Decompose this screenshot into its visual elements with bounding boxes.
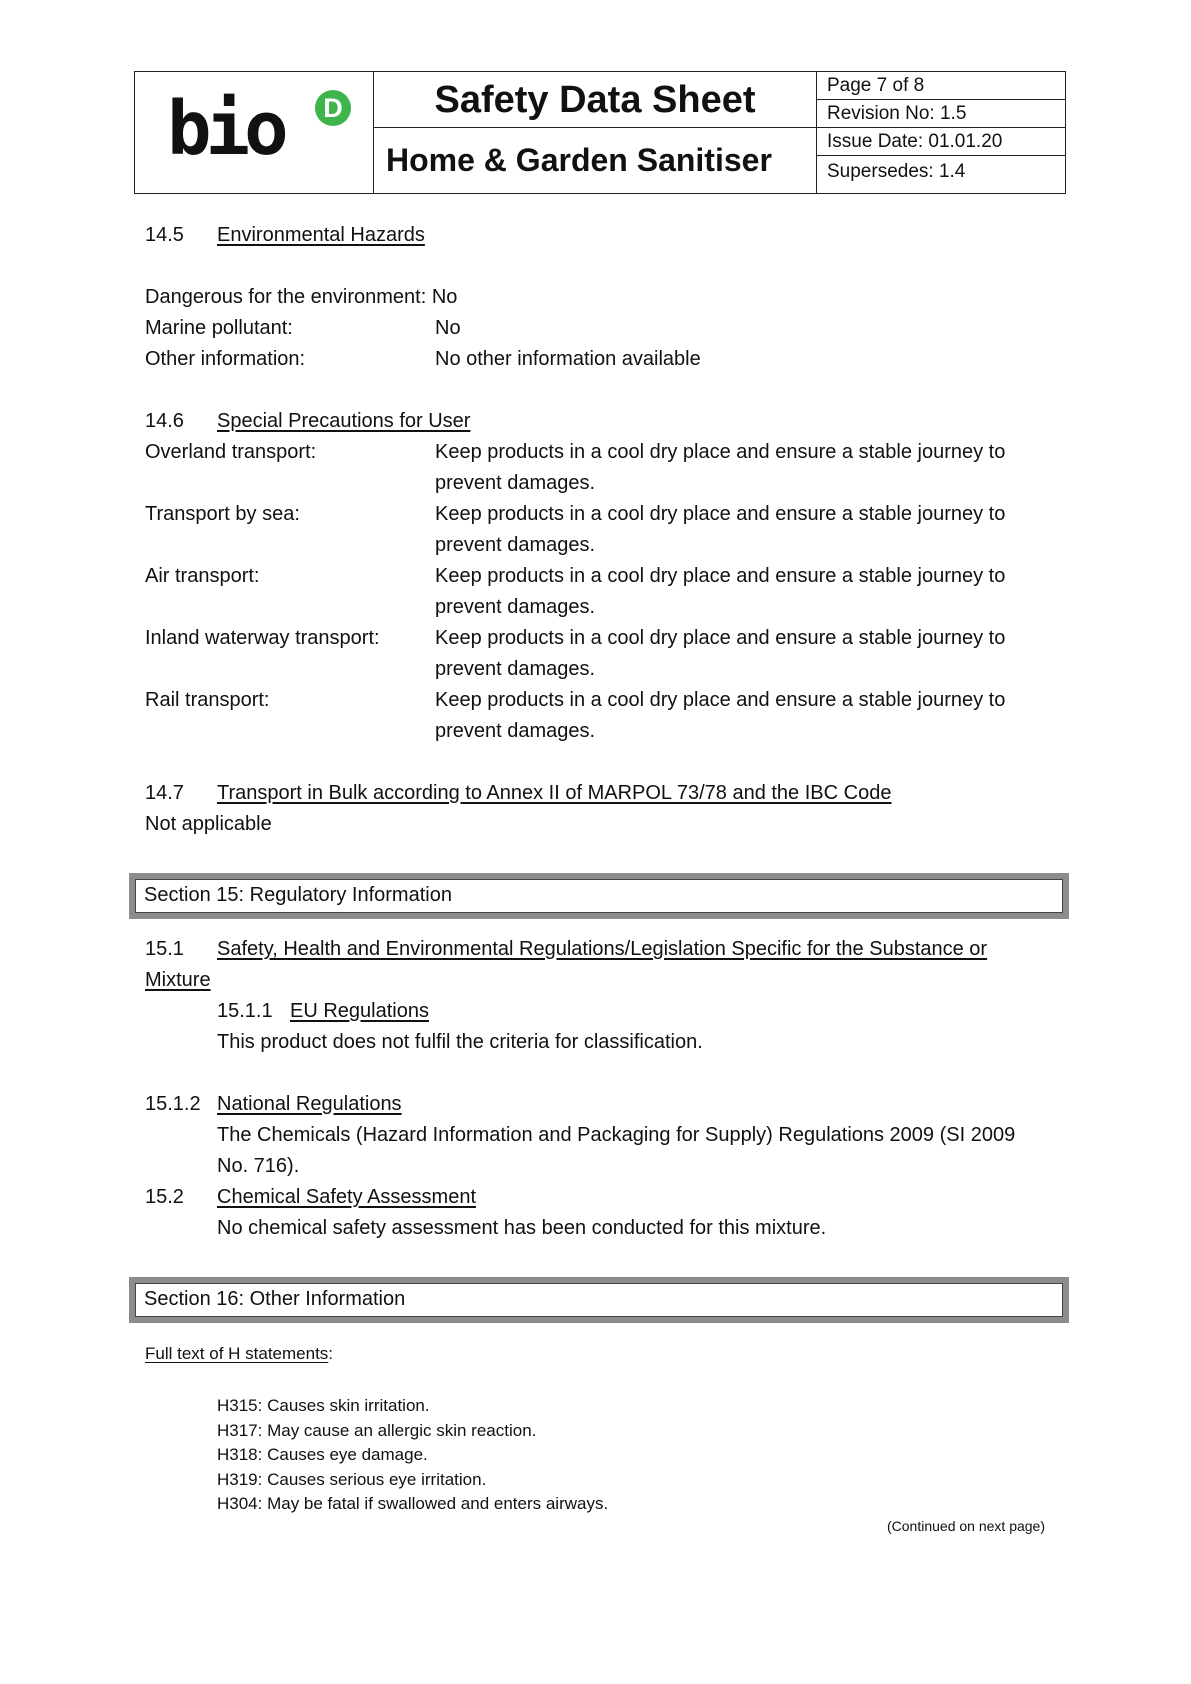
transport-label: Air transport: (145, 565, 260, 587)
meta-cell (817, 72, 1065, 193)
section-number: 15.1 (145, 938, 184, 960)
section-16-heading: Section 16: Other Information (135, 1283, 1063, 1317)
subsection-number: 15.1.2 (145, 1093, 201, 1115)
subsection-text: The Chemicals (Hazard Information and Packaging for Supply) Regulations 2009 (SI 2009 (217, 1124, 1016, 1146)
marine-pollutant-value: No (435, 317, 461, 339)
section-number: 14.6 (145, 410, 184, 432)
logo-badge: D (315, 90, 351, 126)
logo-cell (135, 72, 374, 193)
section-number: 14.7 (145, 782, 184, 804)
section-title: Chemical Safety Assessment (217, 1186, 476, 1208)
title-cell (374, 72, 817, 193)
transport-text: Keep products in a cool dry place and ensure a stable journey to (435, 565, 1006, 587)
h-statement: H319: Causes serious eye irritation. (217, 1470, 487, 1489)
h-statement: H317: May cause an allergic skin reaction. (217, 1421, 537, 1440)
other-information-value: No other information available (435, 348, 701, 370)
transport-text: prevent damages. (435, 658, 596, 680)
section-number: 14.5 (145, 224, 184, 246)
transport-text: prevent damages. (435, 596, 596, 618)
transport-text: prevent damages. (435, 472, 596, 494)
section-15-heading: Section 15: Regulatory Information (135, 879, 1063, 913)
h-statements-heading-colon: : (328, 1344, 334, 1363)
section-title: Special Precautions for User (217, 410, 471, 432)
subsection-title: EU Regulations (290, 1000, 429, 1022)
issue-date: Issue Date: 01.01.20 (817, 128, 1065, 156)
section-text: No chemical safety assessment has been conducted for this mixture. (217, 1217, 827, 1239)
section-title: Transport in Bulk according to Annex II of MARPOL 73/78 and the IBC Code (217, 782, 892, 804)
subsection-text: No. 716). (217, 1155, 300, 1177)
h-statement: H318: Causes eye damage. (217, 1445, 428, 1464)
transport-text: Keep products in a cool dry place and ensure a stable journey to (435, 627, 1006, 649)
transport-label: Inland waterway transport: (145, 627, 380, 649)
transport-text: Keep products in a cool dry place and ensure a stable journey to (435, 689, 1006, 711)
transport-text: Keep products in a cool dry place and ensure a stable journey to (435, 503, 1006, 525)
transport-label: Overland transport: (145, 441, 317, 463)
section-15-bar (129, 873, 1069, 919)
company-logo: bio (167, 86, 283, 172)
section-text: Not applicable (145, 813, 272, 835)
section-number: 15.2 (145, 1186, 184, 1208)
h-statements-heading-text: Full text of H statements (145, 1344, 329, 1363)
transport-label: Transport by sea: (145, 503, 300, 525)
transport-text: prevent damages. (435, 534, 596, 556)
revision-number: Revision No: 1.5 (817, 100, 1065, 128)
section-title: Environmental Hazards (217, 224, 425, 246)
continued-note: (Continued on next page) (887, 1518, 1045, 1534)
page-number: Page 7 of 8 (817, 72, 1065, 100)
other-information-label: Other information: (145, 348, 306, 370)
subsection-text: This product does not fulfil the criteria for classification. (217, 1031, 703, 1053)
section-16-bar (129, 1277, 1069, 1323)
dangerous-for-environment: Dangerous for the environment: No (145, 286, 458, 308)
section-title: Mixture (145, 969, 211, 991)
document-title: Safety Data Sheet (374, 72, 816, 128)
section-title: Safety, Health and Environmental Regulations/Legislation Specific for the Substance or (217, 938, 988, 960)
marine-pollutant-label: Marine pollutant: (145, 317, 293, 339)
supersedes: Supersedes: 1.4 (827, 161, 966, 182)
subsection-number: 15.1.1 (217, 1000, 273, 1022)
transport-text: prevent damages. (435, 720, 596, 742)
h-statement: H315: Causes skin irritation. (217, 1396, 430, 1415)
product-name: Home & Garden Sanitiser (386, 142, 772, 178)
subsection-title: National Regulations (217, 1093, 402, 1115)
transport-label: Rail transport: (145, 689, 270, 711)
transport-text: Keep products in a cool dry place and ensure a stable journey to (435, 441, 1006, 463)
h-statements-heading (145, 1341, 333, 1366)
h-statement: H304: May be fatal if swallowed and enters airways. (217, 1494, 609, 1513)
document-header (134, 71, 1066, 194)
